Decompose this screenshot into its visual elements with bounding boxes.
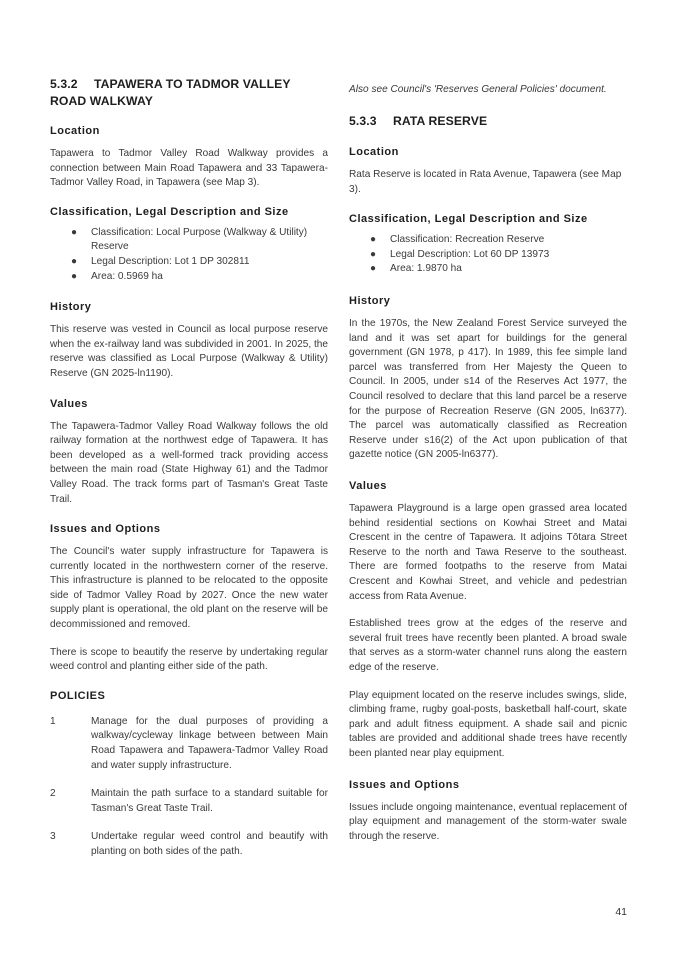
values-heading: Values	[50, 397, 88, 410]
list-item: ● Classification: Recreation Reserve	[349, 233, 627, 248]
location-heading: Location	[50, 125, 100, 137]
policies-heading: POLICIES	[50, 689, 106, 702]
section-number: 5.3.3	[349, 113, 377, 128]
issues-text-1: The Council's water supply infrastructure for Tapawera is currently located in the northwestern corner of the reserve. This infrastructure is planned to be relocated to the opposite side of Tadmor Valley Road by 2027. Once the new water supply plant is operational, the old plant on the reserve will be decommissioned and removed.	[50, 546, 328, 631]
section-heading-5-3-3	[349, 113, 627, 130]
list-item: ● Legal Description: Lot 60 DP 13973	[349, 248, 627, 263]
bullet-icon: ●	[370, 263, 377, 275]
issues-text-2: There is scope to beautify the reserve by undertaking regular weed control and planting either side of the path.	[50, 646, 328, 673]
values-text-1: Tapawera Playground is a large open grassed area located behind residential sections on Kowhai Street and Matai Crescent in the centre of Tapawera. It adjoins Tōtara Street Reserve to the north and Tawa Reserve to the southeast. There are formed footpaths to the reserve from Matai Crescent and Kowhai Street, and vehicle and pedestrian access from Rata Avenue.	[349, 503, 627, 602]
policy-text: Undertake regular weed control and beautify with planting on both sides of the path.	[91, 831, 328, 857]
values-heading: Values	[349, 480, 387, 492]
classification-heading: Classification, Legal Description and Size	[50, 205, 289, 218]
list-item: ● Area: 1.9870 ha	[349, 262, 627, 277]
policy-text: Manage for the dual purposes of providing a walkway/cycleway linkage between between Main Road Tapawera and Tapawera-Tadmor Valley Road and water supply infrastructure.	[91, 715, 328, 771]
list-item: ● Classification: Local Purpose (Walkway & Utility) Reserve	[71, 226, 308, 253]
classification-list	[50, 226, 328, 284]
list-item: ● Legal Description: Lot 1 DP 302811	[50, 255, 328, 270]
section-number: 5.3.2	[50, 77, 78, 91]
page-number: 41	[615, 906, 627, 918]
bullet-icon: ●	[71, 255, 78, 267]
bullet-icon: ●	[370, 234, 377, 246]
location-text: Rata Reserve is located in Rata Avenue, Tapawera (see Map 3).	[349, 169, 622, 195]
values-text-2: Established trees grow at the edges of the reserve and several fruit trees have recently been planted. A broad swale that serves as a storm-water channel runs along the eastern edge of the reserve.	[349, 618, 627, 673]
issues-heading: Issues and Options	[50, 523, 161, 536]
bullet-icon: ●	[370, 248, 377, 260]
location-heading: Location	[349, 146, 399, 159]
history-text: This reserve was vested in Council as local purpose reserve when the ex-railway land was subdivided in 2001. In 2025, the reserve was classified as Local Purpose (Walkway & Utility) Reserve (GN 2025-ln1190).	[50, 324, 328, 379]
section-title: TAPAWERA TO TADMOR VALLEY ROAD WALKWAY	[50, 77, 291, 108]
policy-number: 2	[50, 788, 56, 800]
policy-item-1	[50, 715, 328, 773]
location-text: Tapawera to Tadmor Valley Road Walkway provides a connection between Main Road Tapawera and 33 Tapawera-Tadmor Valley Road, in Tapawera (see Map 3).	[50, 148, 328, 189]
also-see-note: Also see Council's 'Reserves General Policies' document.	[349, 84, 607, 95]
policy-item-3	[50, 830, 328, 859]
section-heading-5-3-2	[50, 76, 328, 109]
classification-heading: Classification, Legal Description and Size	[349, 213, 588, 226]
right-column	[349, 76, 627, 844]
bullet-icon: ●	[71, 270, 78, 282]
left-column	[50, 76, 328, 860]
policy-item-2	[50, 787, 328, 816]
policy-number: 1	[50, 715, 56, 727]
values-text-3: Play equipment located on the reserve includes swings, slide, climbing frame, rugby goal-posts, basketball half-court, skate park and adult fitness equipment. A shade sail and picnic tables are provided and additional shade trees have recently been planted near play equipment.	[349, 689, 627, 759]
list-item: ● Area: 0.5969 ha	[50, 270, 328, 285]
issues-text: Issues include ongoing maintenance, eventual replacement of play equipment and management of the storm-water swale through the reserve.	[349, 801, 627, 842]
policy-number: 3	[50, 831, 56, 843]
bullet-icon: ●	[71, 226, 78, 238]
values-text: The Tapawera-Tadmor Valley Road Walkway follows the old railway formation at the northwest edge of Tapawera. It has been developed as a well-formed track providing access between the main road (State Highway 61) and the Tadmor Valley Road. The track forms part of Tasman's Great Taste Trail.	[50, 420, 328, 505]
history-heading: History	[50, 301, 92, 314]
policy-text: Maintain the path surface to a standard suitable for Tasman's Great Taste Trail.	[91, 788, 328, 814]
history-heading: History	[349, 295, 391, 308]
classification-list	[349, 233, 627, 277]
issues-heading: Issues and Options	[349, 778, 460, 791]
history-text: In the 1970s, the New Zealand Forest Service surveyed the land and it was set apart for buildings for the general government (GN 1978, p 417). In 1989, this fee simple land parcel was transferred from Her Majesty the Queen to Council. In 2005, under s14 of the Reserves Act 1977, the Council resolved to declare that this land parcel be a reserve for the purpose of Recreation Reserve (GN 2005, ln6377). The parcel was automatically classified as Recreation Reserve under s16(2) of the Act upon publication of that gazette notice (GN 2005-ln6377).	[349, 318, 627, 461]
section-title: RATA RESERVE	[393, 113, 488, 128]
